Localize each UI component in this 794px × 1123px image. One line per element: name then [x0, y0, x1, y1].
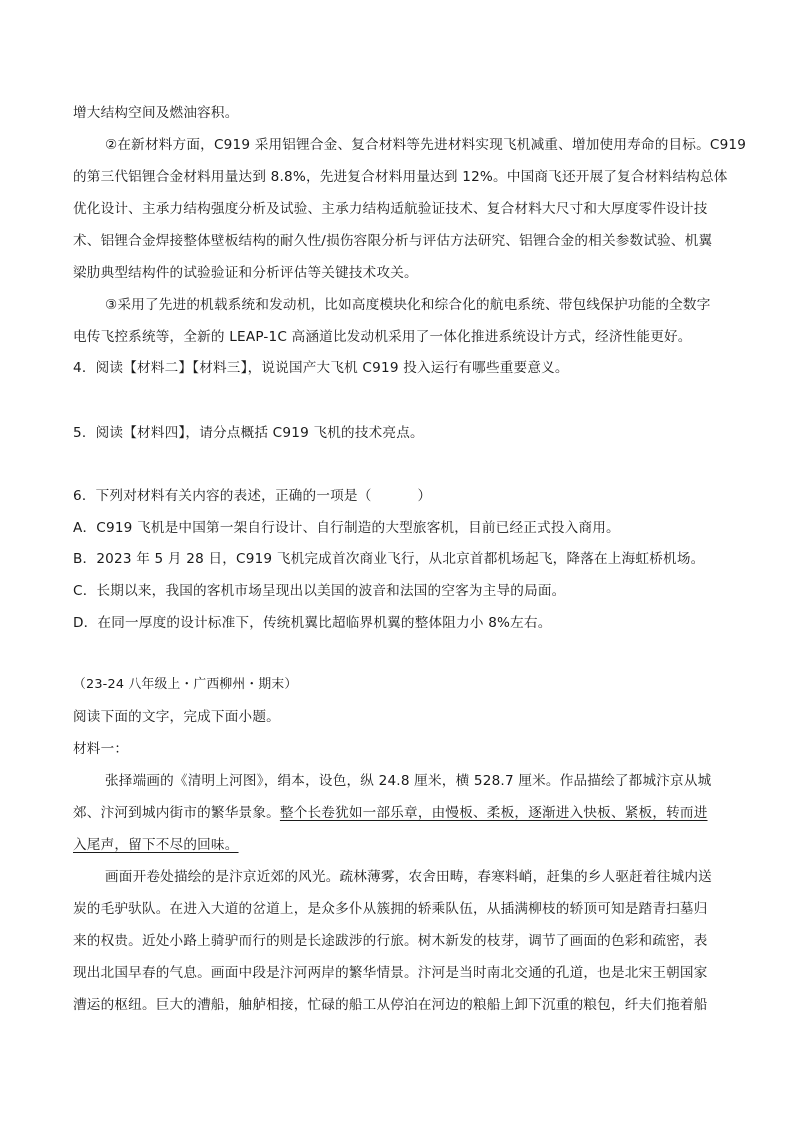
underlined-text: 整个长卷犹如一部乐章，由慢板、柔板，逐渐进入快板、紧板，转而进	[279, 805, 708, 821]
underlined-text: 入尾声，留下不尽的回味。	[73, 837, 239, 853]
question-6-bracket: ）	[417, 488, 432, 504]
paragraph-line: 梁肋典型结构件的试验验证和分析评估等关键技术攻关。	[73, 265, 418, 281]
question-6-stem: 6．下列对材料有关内容的表述，正确的一项是（	[73, 488, 372, 504]
paragraph-line: 画面开卷处描绘的是汴京近郊的风光。疏林薄雾，农舍田畴，春寒料峭，赶集的乡人驱赶着往城内送	[105, 869, 712, 885]
paragraph-line	[73, 835, 725, 855]
paragraph-line: 张择端画的《清明上河图》，绢本，设色，纵 24.8 厘米，横 528.7 厘米。作品描绘了都城汴京从城	[105, 773, 712, 789]
paragraph-line: 漕运的枢纽。巨大的漕船，舳舻相接，忙碌的船工从停泊在河边的粮船上卸下沉重的粮包，纤夫们拖着船	[73, 997, 708, 1013]
option-a: A．C919 飞机是中国第一架自行设计、自行制造的大型旅客机，目前已经正式投入商用。	[73, 520, 620, 536]
paragraph-line: 增大结构空间及燃油容积。	[73, 105, 239, 121]
paragraph-line: 优化设计、主承力结构强度分析及试验、主承力结构适航验证技术、复合材料大尺寸和大厚度零件设计技	[73, 201, 708, 217]
paragraph-line: ③采用了先进的机载系统和发动机，比如高度模块化和综合化的航电系统、带包线保护功能的全数字	[105, 297, 711, 313]
option-b: B．2023 年 5 月 28 日，C919 飞机完成首次商业飞行，从北京首都机场起飞，降落在上海虹桥机场。	[73, 551, 705, 567]
paragraph-line: 的第三代铝锂合金材料用量达到 8.8%，先进复合材料用量达到 12%。中国商飞还开展了复合材料结构总体	[73, 169, 728, 185]
question-6	[73, 486, 725, 506]
paragraph-line: 现出北国早春的气息。画面中段是汴河两岸的繁华情景。汴河是当时南北交通的孔道，也是北宋王朝国家	[73, 965, 708, 981]
option-d: D．在同一厚度的设计标准下，传统机翼比超临界机翼的整体阻力小 8%左右。	[73, 615, 552, 631]
option-c: C．长期以来，我国的客机市场呈现出以美国的波音和法国的空客为主导的局面。	[73, 583, 566, 599]
source-tag: （23-24 八年级上・广西柳州・期末）	[73, 677, 298, 692]
paragraph-line: ②在新材料方面，C919 采用铝锂合金、复合材料等先进材料实现飞机减重、增加使用寿命的目标。C919	[105, 137, 747, 153]
plain-text: 郊、汴河到城内街市的繁华景象。	[73, 805, 280, 821]
instruction: 阅读下面的文字，完成下面小题。	[73, 709, 280, 725]
paragraph-line: 来的权贵。近处小路上骑驴而行的则是长途跋涉的行旅。树木新发的枝芽，调节了画面的色彩和疏密，表	[73, 933, 708, 949]
paragraph-line	[73, 803, 725, 823]
material-heading: 材料一：	[73, 741, 129, 757]
question-5: 5．阅读【材料四】，请分点概括 C919 飞机的技术亮点。	[73, 425, 424, 441]
question-4: 4．阅读【材料二】【材料三】，说说国产大飞机 C919 投入运行有哪些重要意义。	[73, 360, 569, 376]
paragraph-line: 术、铝锂合金焊接整体壁板结构的耐久性/损伤容限分析与评估方法研究、铝锂合金的相关参数试验、机翼	[73, 233, 713, 249]
paragraph-line: 电传飞控系统等，全新的 LEAP-1C 高涵道比发动机采用了一体化推进系统设计方式，经济性能更好。	[73, 329, 692, 345]
paragraph-line: 炭的毛驴驮队。在进入大道的岔道上，是众多仆从簇拥的轿乘队伍，从插满柳枝的轿顶可知是踏青扫墓归	[73, 901, 708, 917]
